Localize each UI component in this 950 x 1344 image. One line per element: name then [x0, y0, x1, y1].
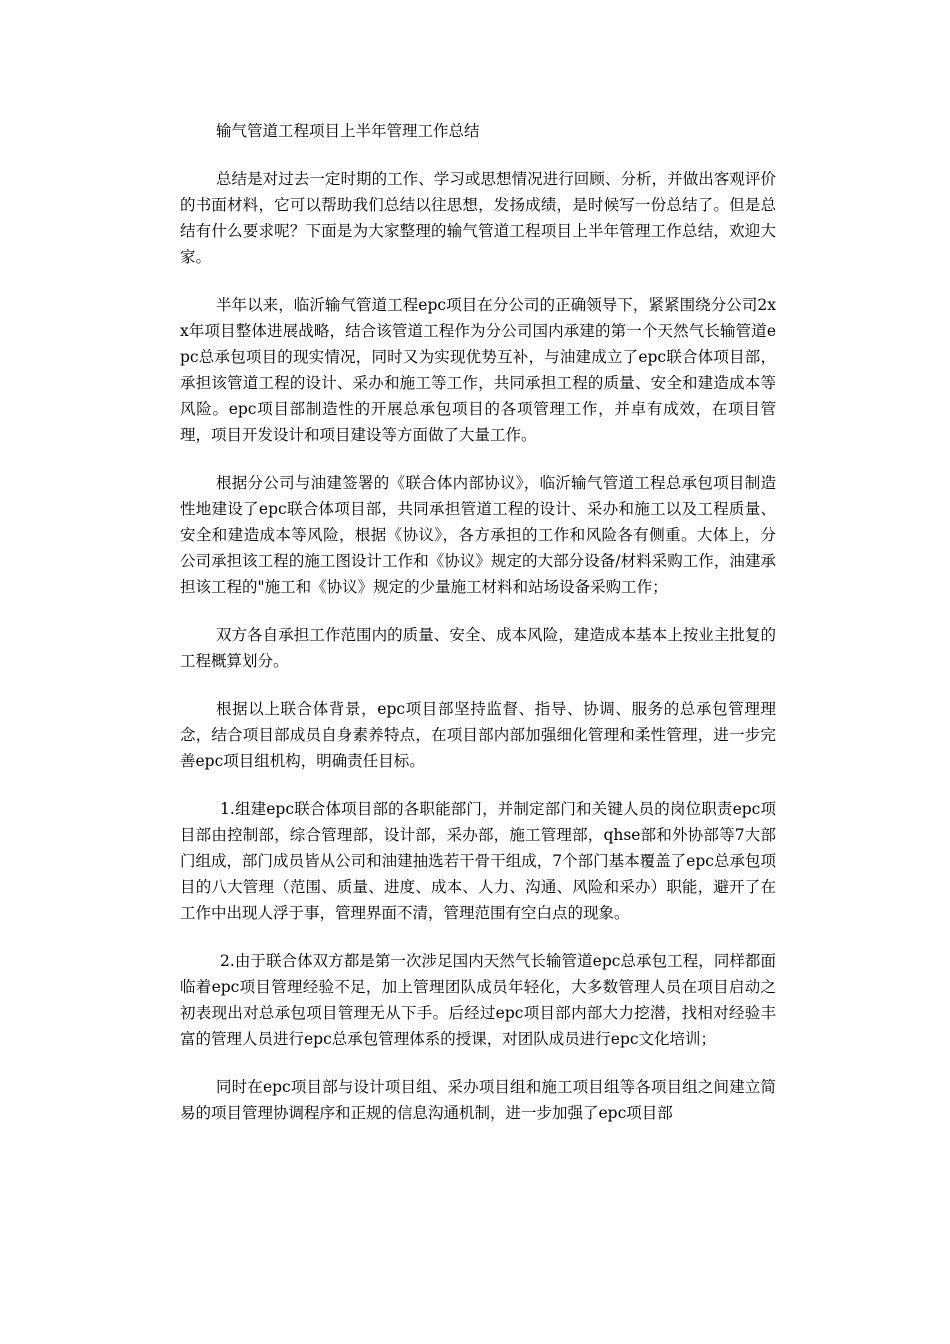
paragraph-risk: 双方各自承担工作范围内的质量、安全、成本风险，建造成本基本上按业主批复的工程概算划分。 — [180, 626, 776, 670]
paragraph-overview: 半年以来，临沂输气管道工程epc项目在分公司的正确领导下，紧紧围绕分公司2xx年项目整体进展战略，结合该管道工程作为分公司国内承建的第一个天然气长输管道epc总承包项目的现实情况，同时又为实现优势互补，与油建成立了epc联合体项目部，承担该管道工程的设计、采办和施工等工作，共同承担工程的质量、安全和建造成本等风险。epc项目部制造性的开展总承包项目的各项管理工作，并卓有成效，在项目管理，项目开发设计和项目建设等方面做了大量工作。 — [180, 296, 776, 444]
paragraph-item-1: 1.组建epc联合体项目部的各职能部门，并制定部门和关键人员的岗位职责epc项目部由控制部，综合管理部，设计部，采办部，施工管理部，qhse部和外协部等7大部门组成，部门成员皆从公司和油建抽选若干骨干组成，7个部门基本覆盖了epc总承包项目的八大管理（范围、质量、进度、成本、人力、沟通、风险和采办）职能，避开了在工作中出现人浮于事，管理界面不清，管理范围有空白点的现象。 — [180, 800, 776, 922]
paragraph-intro: 总结是对过去一定时期的工作、学习或思想情况进行回顾、分析，并做出客观评价的书面材料，它可以帮助我们总结以往思想，发扬成绩，是时候写一份总结了。但是总结有什么要求呢？下面是为大家整理的输气管道工程项目上半年管理工作总结，欢迎大家。 — [180, 170, 776, 266]
paragraph-coordination: 同时在epc项目部与设计项目组、采办项目组和施工项目组等各项目组之间建立简易的项目管理协调程序和正规的信息沟通机制，进一步加强了epc项目部 — [180, 1078, 776, 1122]
document-title: 输气管道工程项目上半年管理工作总结 — [216, 122, 480, 140]
paragraph-agreement: 根据分公司与油建签署的《联合体内部协议》，临沂输气管道工程总承包项目制造性地建设了epc联合体项目部，共同承担管道工程的设计、采办和施工以及工程质量、安全和建造成本等风险，根据《协议》，各方承担的工作和风险各有侧重。大体上，分公司承担该工程的施工图设计工作和《协议》规定的大部分设备/材料采购工作，油建承担该工程的"施工和《协议》规定的少量施工材料和站场设备采购工作； — [180, 474, 776, 596]
paragraph-philosophy: 根据以上联合体背景，epc项目部坚持监督、指导、协调、服务的总承包管理理念，结合项目部成员自身素养特点，在项目部内部加强细化管理和柔性管理，进一步完善epc项目组机构，明确责任目标。 — [180, 700, 776, 770]
paragraph-item-2: 2.由于联合体双方都是第一次涉足国内天然气长输管道epc总承包工程，同样都面临着epc项目管理经验不足，加上管理团队成员年轻化，大多数管理人员在项目启动之初表现出对总承包项目管理无从下手。后经过epc项目部内部大力挖潜，找相对经验丰富的管理人员进行epc总承包管理体系的授课，对团队成员进行epc文化培训； — [180, 952, 776, 1048]
document-page — [180, 118, 776, 1148]
